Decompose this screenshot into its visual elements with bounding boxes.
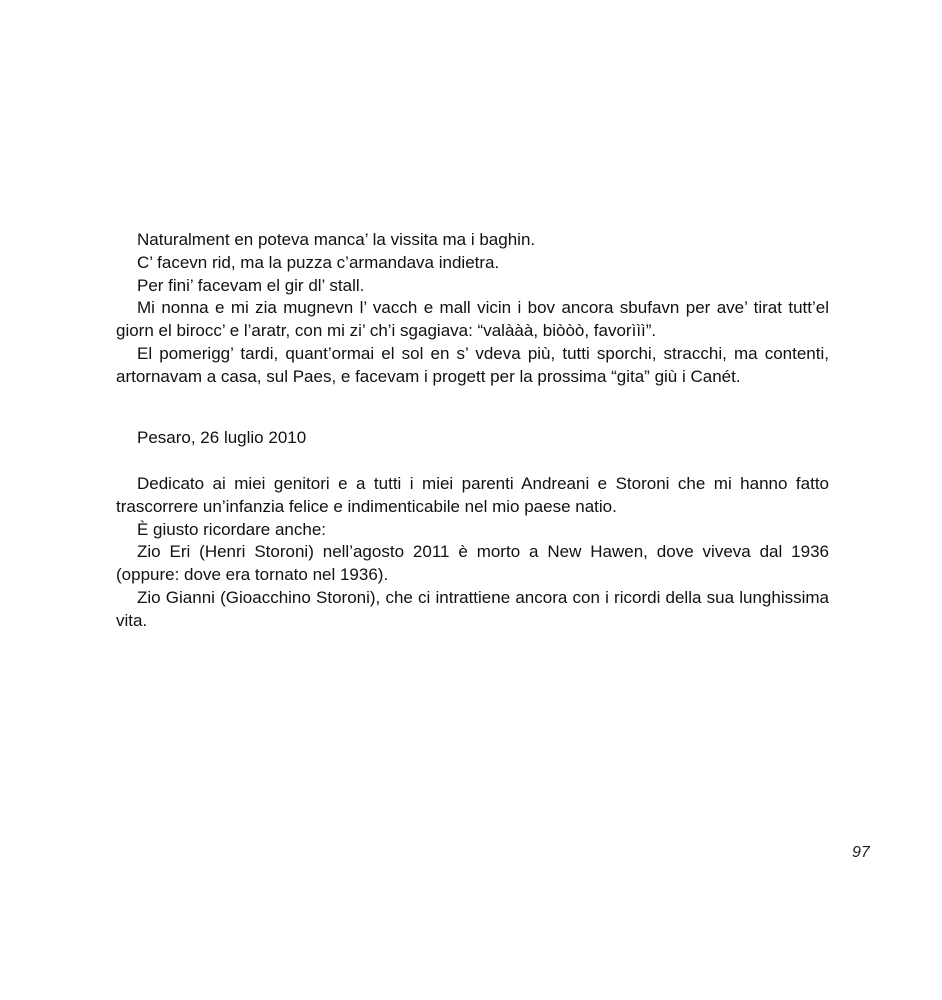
dedication-paragraph: Dedicato ai miei genitori e a tutti i miei parenti Andreani e Storoni che mi hanno fatto trascorrere un’infanzia felice e indimenticabile nel mio paese natio. — [116, 474, 829, 516]
narrative-paragraph: Naturalment en poteva manca’ la vissita ma i baghin. — [137, 230, 536, 249]
narrative-paragraph: C’ facevn rid, ma la puzza c’armandava indietra. — [137, 252, 500, 272]
dedication-paragraph: Zio Gianni (Gioacchino Storoni), che ci intrattiene ancora con i ricordi della sua lunghissima vita. — [116, 587, 829, 630]
signature-section — [116, 427, 829, 450]
dedication-paragraph: Zio Eri (Henri Storoni) nell’agosto 2011 è morto a New Hawen, dove viveva dal 1936 (oppure: dove era tornato nel 1936). — [116, 542, 829, 585]
narrative-paragraph: Per fini’ facevam el gir dl’ stall. — [137, 275, 365, 295]
narrative-section — [116, 229, 829, 389]
narrative-paragraph: Mi nonna e mi zia mugnevn l’ vacch e mall vicin i bov ancora sbufavn per ave’ tirat tutt’el giorn el birocc’ e l’aratr, con mi zi’ ch’i sgagiava: “valààà, biòòò, favorììì”. — [116, 298, 829, 341]
narrative-paragraph: El pomerigg’ tardi, quant’ormai el sol en s’ vdeva più, tutti sporchi, stracchi, ma contenti, artornavam a casa, sul Paes, e facevam i progett per la prossima “gita” giù i Canét. — [116, 343, 829, 386]
place-date: Pesaro, 26 luglio 2010 — [137, 428, 307, 447]
dedication-section — [116, 473, 829, 633]
dedication-paragraph: È giusto ricordare anche: — [137, 519, 326, 539]
page-number: 97 — [852, 844, 870, 861]
